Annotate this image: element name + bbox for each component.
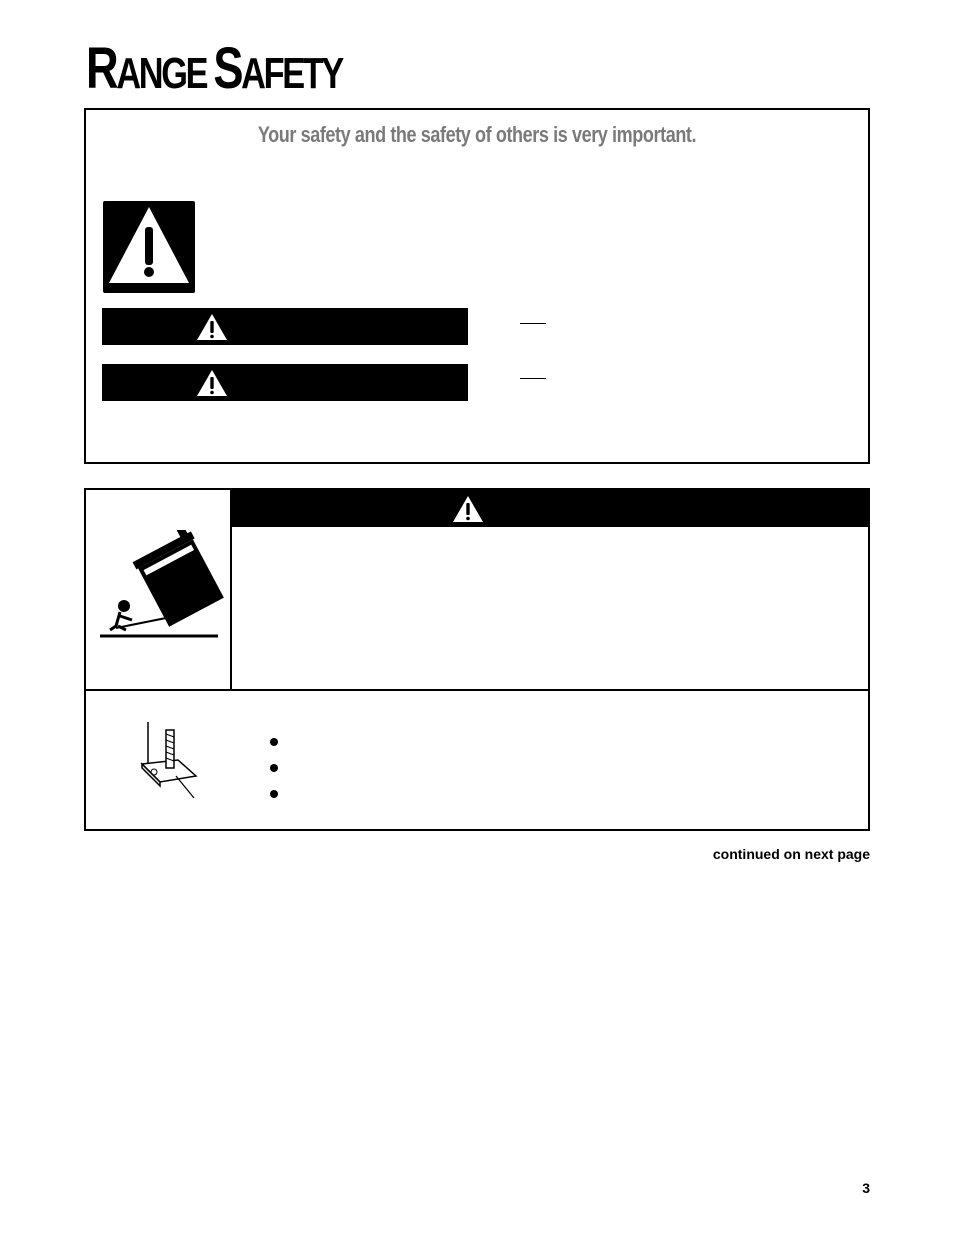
danger-signal-bar (102, 308, 468, 345)
danger-underline (520, 323, 546, 324)
tip-illustration-cell (86, 490, 232, 689)
safety-alert-icon (196, 313, 228, 341)
title-rest-safety: AFETY (241, 49, 342, 98)
warning-header-bar (232, 490, 868, 527)
page-number: 3 (862, 1180, 870, 1196)
title-initial-r: R (86, 36, 117, 101)
page-title (86, 38, 342, 105)
tip-over-warning-box (84, 488, 870, 831)
anti-tip-bracket-icon (136, 720, 216, 800)
safety-alert-icon (103, 201, 195, 293)
continued-note: continued on next page (712, 846, 870, 862)
safety-message-box (84, 108, 870, 464)
title-initial-s: S (213, 36, 242, 101)
bullet-list (270, 738, 278, 816)
warning-underline (520, 378, 546, 379)
list-item (270, 738, 278, 746)
safety-headline: Your safety and the safety of others is very important. (257, 122, 697, 147)
safety-alert-icon (196, 369, 228, 397)
anti-tip-range-icon (96, 530, 226, 690)
warning-signal-bar (102, 364, 468, 401)
list-item (270, 764, 278, 772)
safety-alert-icon (452, 495, 484, 523)
box-divider (86, 689, 868, 691)
title-rest-range: ANGE (116, 49, 214, 98)
list-item (270, 790, 278, 798)
